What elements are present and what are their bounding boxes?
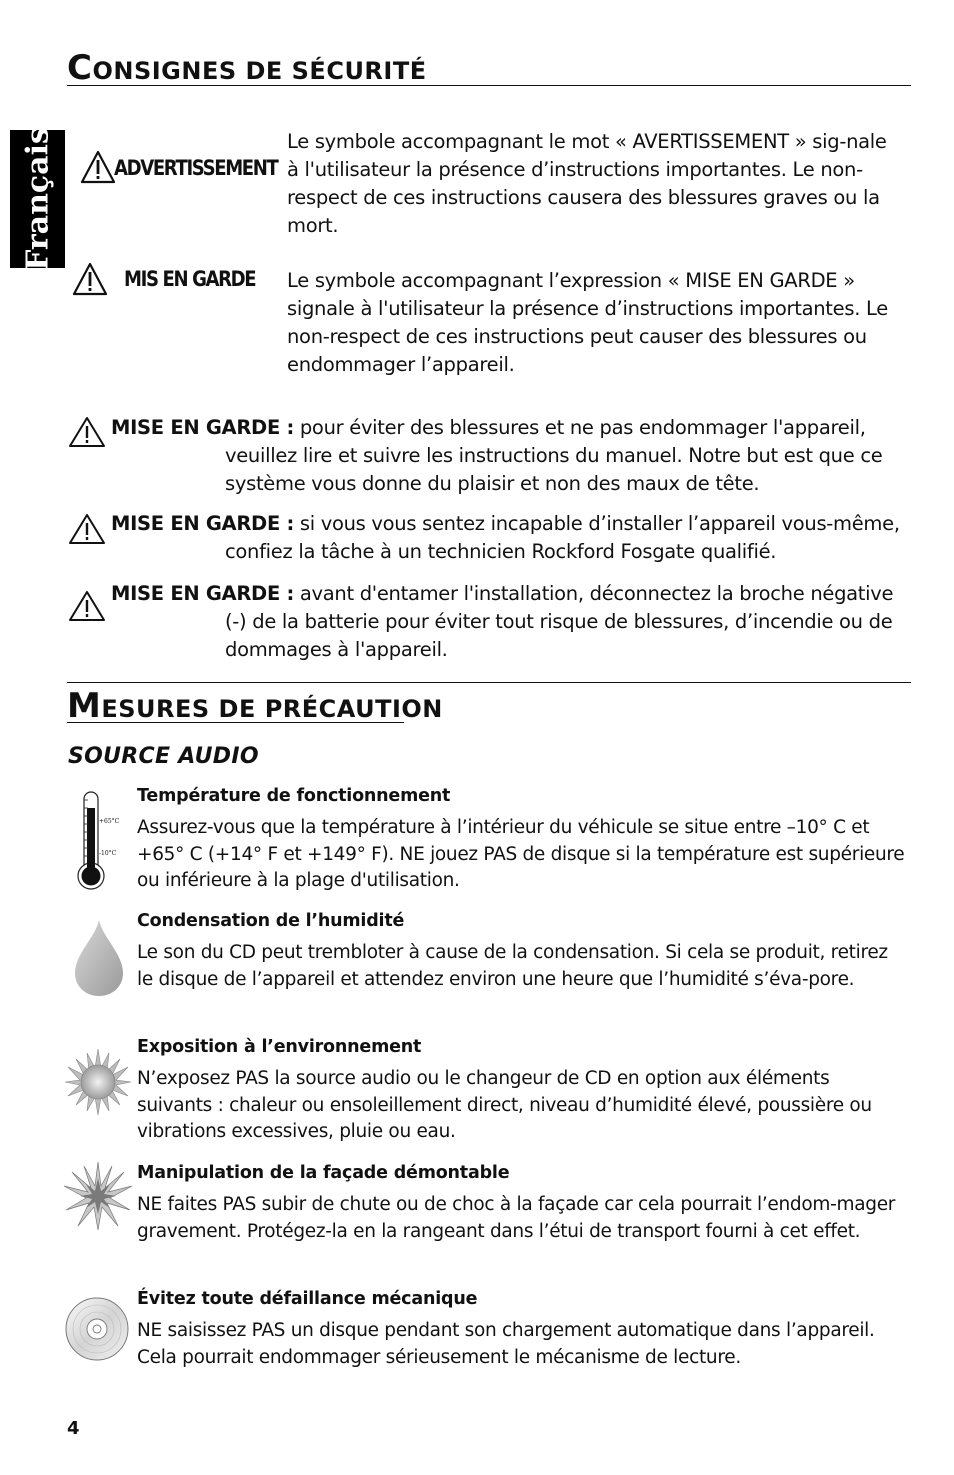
- title-initial: M: [67, 686, 102, 726]
- title-underline: [67, 722, 404, 723]
- warning-triangle-icon: [80, 150, 116, 184]
- thermometer-icon: [72, 790, 124, 892]
- language-tab-label: Français: [20, 127, 55, 271]
- caution-triangle-icon: [68, 513, 106, 545]
- caution-triangle-icon: [72, 262, 108, 296]
- caution-label: MIS EN GARDE: [124, 267, 256, 291]
- caution-triangle-icon: [68, 416, 106, 448]
- caution-text-continued: (-) de la batterie pour éviter tout risque de blessures, d’incendie ou de dommages à l'appareil.: [225, 610, 893, 661]
- section-title-consignes: [67, 48, 427, 88]
- item-text: NE saisissez PAS un disque pendant son chargement automatique dans l’appareil. Cela pourrait endommager sérieusement le mécanisme de lecture.: [137, 1320, 875, 1368]
- language-tab: [10, 127, 65, 271]
- caution-text-continued: confiez la tâche à un technicien Rockford Fosgate qualifié.: [225, 540, 777, 563]
- caution-line: [111, 414, 866, 442]
- item-text: NE faites PAS subir de chute ou de choc à la façade car cela pourrait l’endom-mager gravement. Protégez-la en la rangeant dans l’étui de transport fourni à cet effet.: [137, 1194, 896, 1242]
- caution-text: pour éviter des blessures et ne pas endommager l'appareil,: [299, 416, 866, 439]
- thermometer-high-label: +65°C: [99, 818, 120, 825]
- warning-label: ADVERTISSEMENT: [114, 156, 278, 180]
- caution-text-continued: veuillez lire et suivre les instructions du manuel. Notre but est que ce système vous donne du plaisir et non des maux de tête.: [225, 444, 883, 495]
- subsection-title: SOURCE AUDIO: [68, 744, 259, 769]
- caution-text: Le symbole accompagnant l’expression « MISE EN GARDE » signale à l'utilisateur la présence d’instructions importantes. Le non-respect de ces instructions peut causer des blessures ou endommager l’appareil.: [287, 269, 888, 376]
- item-text: N’exposez PAS la source audio ou le changeur de CD en option aux éléments suivants : chaleur ou ensoleillement direct, niveau d’humidité élevé, poussière ou vibrations excessives, pluie ou eau.: [137, 1068, 872, 1142]
- caution-triangle-icon: [68, 590, 106, 622]
- warning-text: Le symbole accompagnant le mot « AVERTISSEMENT » sig-nale à l'utilisateur la présence d’instructions importantes. Le non-respect de ces instructions causera des blessures graves ou la mort.: [287, 130, 887, 237]
- impact-burst-icon: [62, 1160, 134, 1232]
- caution-label: MISE EN GARDE :: [111, 416, 294, 439]
- item-text: Le son du CD peut trembloter à cause de la condensation. Si cela se produit, retirez le disque de l’appareil et attendez environ une heure que l’humidité s’éva-pore.: [137, 942, 888, 990]
- title-rest: ESURES DE PRÉCAUTION: [101, 695, 443, 723]
- title-initial: C: [67, 48, 93, 88]
- section-title-mesures: [67, 686, 443, 726]
- thermometer-low-label: -10°C: [99, 850, 117, 857]
- page-number: 4: [67, 1418, 80, 1439]
- water-drop-icon: [72, 918, 126, 998]
- sun-icon: [64, 1048, 132, 1116]
- item-title: Manipulation de la façade démontable: [137, 1163, 510, 1183]
- compact-disc-icon: [64, 1296, 130, 1362]
- item-title: Température de fonctionnement: [137, 786, 451, 806]
- caution-line: [111, 510, 900, 538]
- title-rest: ONSIGNES DE SÉCURITÉ: [92, 57, 427, 85]
- caution-line: [111, 580, 893, 608]
- caution-label: MISE EN GARDE :: [111, 512, 294, 535]
- caution-text: avant d'entamer l'installation, déconnectez la broche négative: [299, 582, 894, 605]
- item-title: Condensation de l’humidité: [137, 911, 405, 931]
- item-text: Assurez-vous que la température à l’intérieur du véhicule se situe entre –10° C et +65° C (+14° F et +149° F). NE jouez PAS de disque si la température est supérieure ou inférieure à la plage d'utilisation.: [137, 817, 905, 891]
- caution-label: MISE EN GARDE :: [111, 582, 294, 605]
- item-title: Exposition à l’environnement: [137, 1037, 422, 1057]
- caution-text: si vous vous sentez incapable d’installer l’appareil vous-même,: [299, 512, 900, 535]
- section-divider: [67, 682, 911, 683]
- title-rule: [67, 85, 911, 86]
- item-title: Évitez toute défaillance mécanique: [137, 1289, 478, 1309]
